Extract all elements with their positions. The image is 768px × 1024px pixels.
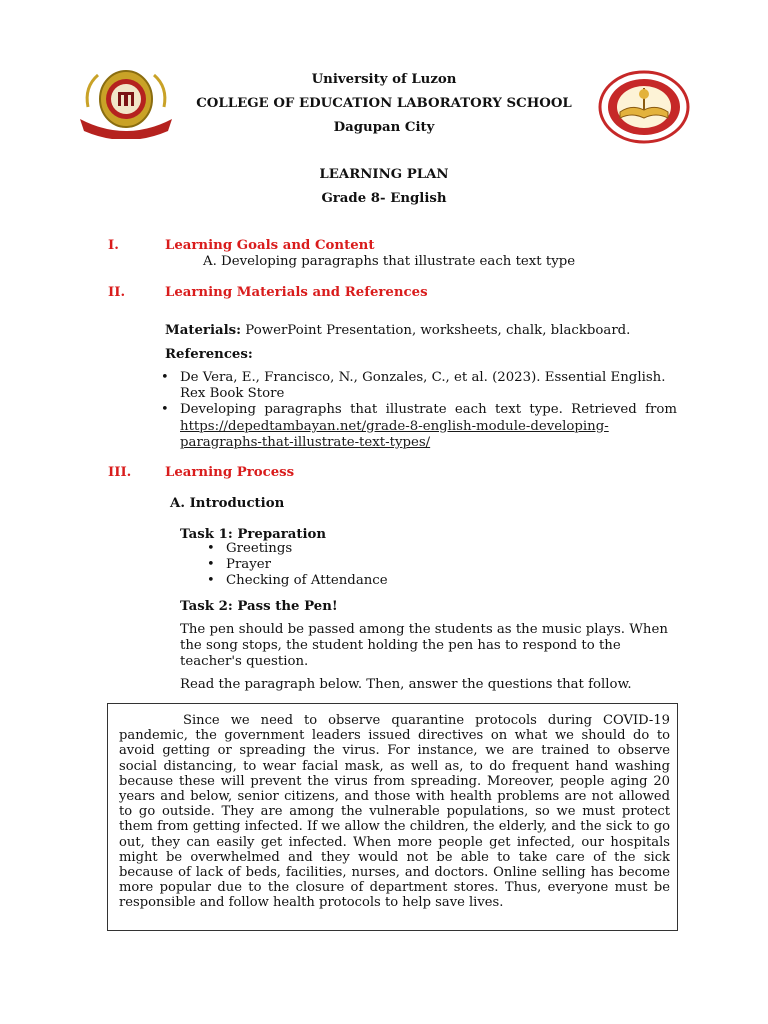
reference-link[interactable]: https://depedtambayan.net/grade-8-english-module-developing-paragraphs-that-illustrate-text-types/ (180, 418, 609, 450)
preparation-item: • Prayer (226, 557, 388, 573)
preparation-item: • Greetings (226, 541, 388, 557)
materials-label: Materials: (165, 323, 242, 338)
reading-instruction: Read the paragraph below. Then, answer the questions that follow. (180, 677, 632, 692)
reference-item: • De Vera, E., Francisco, N., Gonzales, C., et al. (2023). Essential English. Rex Book Store (180, 370, 677, 402)
section-1-item: A. Developing paragraphs that illustrate each text type (203, 254, 576, 269)
references-list (180, 370, 677, 451)
reference-item: • Developing paragraphs that illustrate each text type. Retrieved from https://depedtambayan.net/grade-8-english-module-developing-paragraphs-that-illustrate-text-types/ (180, 402, 677, 451)
city-name: Dagupan City (333, 120, 435, 135)
reading-passage: Since we need to observe quarantine protocols during COVID-19 pandemic, the government leaders issued directives on what we should do to avoid getting or spreading the virus. For instance, we are trained to observe social distancing, to wear facial mask, as well as, to do frequent hand washing because these will prevent the virus from spreading. Moreover, people aging 20 years and below, senior citizens, and those with health problems are not allowed to go outside. They are among the vulnerable populations, so we must protect them from getting infected. If we allow the children, the elderly, and the sick to go out, they can easily get infected. When more people get infected, our hospitals might be overwhelmed and they would not be able to take care of the sick because of lack of beds, facilities, nurses, and doctors. Online selling has become more popular due to the closure of department stores. Thus, everyone must be responsible and follow health protocols to help save lives. (119, 713, 670, 911)
section-1-number: I. (108, 238, 119, 253)
task-2-title: Task 2: Pass the Pen! (180, 599, 338, 614)
section-2-number: II. (108, 285, 126, 300)
grade-subject: Grade 8- English (321, 191, 447, 206)
section-3-number: III. (108, 465, 132, 480)
section-2-title: Learning Materials and References (165, 285, 428, 300)
university-name: University of Luzon (311, 72, 457, 87)
task-2-description: The pen should be passed among the students as the music plays. When the song stops, the student holding the pen has to respond to the teacher's question. (180, 622, 668, 669)
document-title: LEARNING PLAN (319, 167, 449, 182)
section-3-title: Learning Process (165, 465, 295, 480)
section-1-title: Learning Goals and Content (165, 238, 375, 253)
materials-line (165, 323, 630, 338)
preparation-list (226, 541, 388, 590)
task-1-title: Task 1: Preparation (180, 527, 327, 542)
materials-text: PowerPoint Presentation, worksheets, chalk, blackboard. (241, 323, 631, 338)
introduction-heading: A. Introduction (170, 496, 285, 511)
reading-passage-box (107, 703, 678, 931)
college-name: COLLEGE OF EDUCATION LABORATORY SCHOOL (196, 96, 572, 111)
references-label: References: (165, 347, 253, 362)
preparation-item: • Checking of Attendance (226, 573, 388, 589)
